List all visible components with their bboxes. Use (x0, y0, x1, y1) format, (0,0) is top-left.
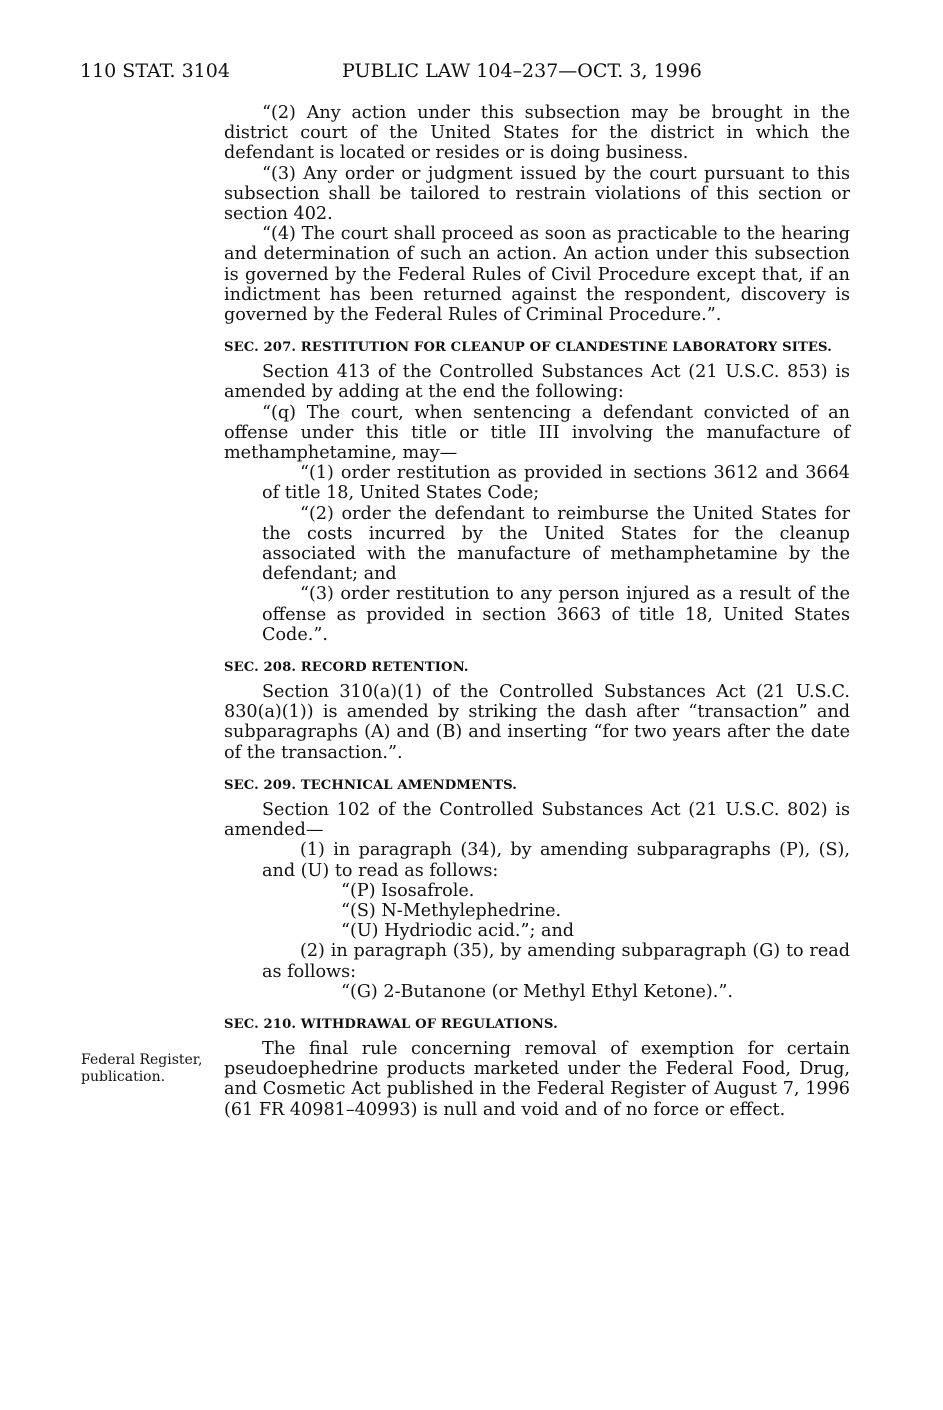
section-207-heading: SEC. 207. RESTITUTION FOR CLEANUP OF CLANDESTINE LABORATORY SITES. (224, 340, 832, 356)
page-header (80, 57, 940, 85)
margin-note (81, 1052, 211, 1086)
margin-note-line-1: Federal Register, (81, 1052, 203, 1068)
subparagraph-g: “(G) 2-Butanone (or Methyl Ethyl Ketone).”. (341, 981, 733, 1002)
section-210-heading: SEC. 210. WITHDRAWAL OF REGULATIONS. (224, 1016, 558, 1032)
margin-note-line-2: publication. (81, 1069, 166, 1085)
section-207-item-2: “(2) order the defendant to reimburse the United States for the costs incurred by the United States for the cleanup associated with the manufacture of methamphetamine by the defendant; and (262, 503, 850, 585)
section-209-intro: Section 102 of the Controlled Substances Act (21 U.S.C. 802) is amended— (224, 799, 850, 841)
subparagraph-p: “(P) Isosafrole. (341, 880, 475, 901)
section-207-item-1: “(1) order restitution as provided in sections 3612 and 3664 of title 18, United States Code; (262, 463, 850, 504)
paragraph-4: “(4) The court shall proceed as soon as practicable to the hearing and determination of such an action. An action under this subsection is governed by the Federal Rules of Civil Procedure except that, if an indictment has been returned against the respondent, discovery is governed by the Federal Rules of Criminal Procedure.”. (224, 224, 850, 326)
section-207-subsection-q: “(q) The court, when sentencing a defendant convicted of an offense under this title or title III involving the manufacture of methamphetamine, may— (224, 402, 850, 464)
section-208-text: Section 310(a)(1) of the Controlled Substances Act (21 U.S.C. 830(a)(1)) is amended by striking the dash after “transaction” and subparagraphs (A) and (B) and inserting “for two years after the date of the transaction.”. (224, 682, 850, 763)
section-207-intro: Section 413 of the Controlled Substances Act (21 U.S.C. 853) is amended by adding at the end the following: (224, 362, 850, 403)
section-209-heading: SEC. 209. TECHNICAL AMENDMENTS. (224, 777, 517, 793)
section-209-item-1: (1) in paragraph (34), by amending subparagraphs (P), (S), and (U) to read as follows: (262, 840, 850, 881)
paragraph-3: “(3) Any order or judgment issued by the court pursuant to this subsection shall be tailored to restrain violations of this section or section 402. (224, 163, 850, 225)
body-text (224, 103, 850, 1120)
section-210-text: The final rule concerning removal of exemption for certain pseudoephedrine products marketed under the Federal Food, Drug, and Cosmetic Act published in the Federal Register of August 7, 1996 (61 FR 40981–40993) is null and void and of no force or effect. (224, 1038, 850, 1120)
stat-page-number: 110 STAT. 3104 (80, 60, 230, 82)
paragraph-2: “(2) Any action under this subsection may be brought in the district court of the United States for the district in which the defendant is located or resides or is doing business. (224, 103, 850, 164)
subparagraph-s: “(S) N-Methylephedrine. (341, 900, 562, 921)
subparagraph-u: “(U) Hydriodic acid.”; and (341, 921, 575, 942)
section-208-heading: SEC. 208. RECORD RETENTION. (224, 660, 469, 676)
public-law-title: PUBLIC LAW 104–237—OCT. 3, 1996 (342, 60, 702, 82)
section-207-item-3: “(3) order restitution to any person injured as a result of the offense as provided in section 3663 of title 18, United States Code.”. (262, 584, 850, 645)
section-209-item-2: (2) in paragraph (35), by amending subparagraph (G) to read as follows: (262, 941, 850, 982)
